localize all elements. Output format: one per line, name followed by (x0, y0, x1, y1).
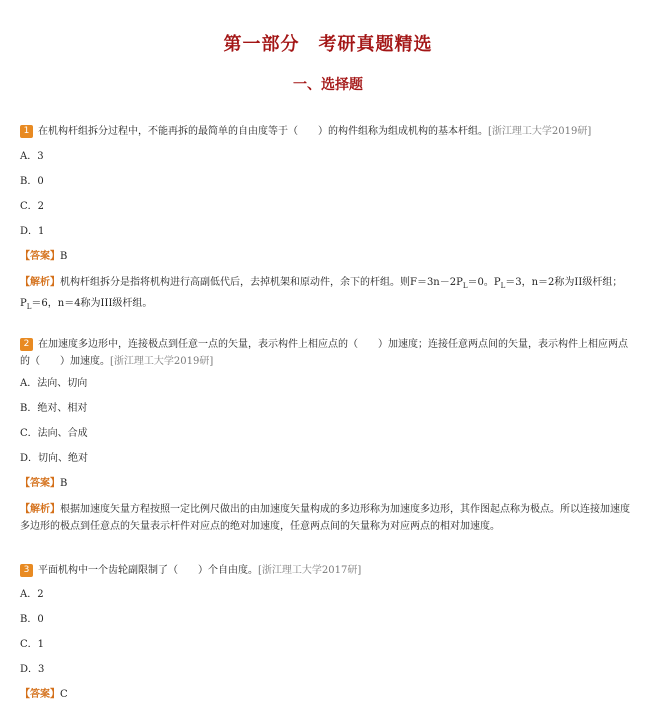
question-source: [浙江理工大学2017研] (258, 565, 362, 576)
option-b: B．0 (20, 614, 44, 625)
option-b: B．0 (20, 176, 44, 187)
explanation-tag: 【解析】 (20, 504, 60, 515)
answer-line (20, 250, 67, 264)
option-d: D．1 (20, 226, 45, 237)
option-d: D．切向、绝对 (20, 453, 89, 464)
page-title: 第一部分 考研真题精选 (223, 34, 433, 55)
answer-line (20, 477, 67, 491)
question-text: 平面机构中一个齿轮副限制了（ ）个自由度。 (38, 565, 258, 576)
question-number-badge: 1 (20, 125, 33, 138)
explanation-tag: 【解析】 (20, 277, 60, 288)
answer-line (20, 688, 68, 702)
question-2 (20, 336, 636, 370)
explanation-text: 根据加速度矢量方程按照一定比例尺做出的由加速度矢量构成的多边形称为加速度多边形，其作图起点称为极点。所以连接加速度多边形的极点到任意点的矢量表示杆件对应点的绝对加速度，任意两点间的矢量称为对应两点的相对加速度。 (20, 504, 630, 532)
question-number-badge: 3 (20, 564, 33, 577)
answer-tag: 【答案】 (20, 478, 60, 489)
answer-value: B (60, 251, 68, 262)
option-a: A．3 (20, 151, 44, 162)
question-source: [浙江理工大学2019研] (110, 356, 214, 367)
option-a: A．2 (20, 589, 44, 600)
explanation-text: 机构杆组拆分是指将机构进行高副低代后，去掉机架和原动件，余下的杆组。则$F=3n-2P_L=0$。$P_L=3$，n＝2称为II级杆组；$P_L=6$，n＝4称为III级杆组。 (20, 277, 623, 311)
answer-value: B (60, 478, 68, 489)
explanation (20, 501, 632, 535)
answer-tag: 【答案】 (20, 689, 60, 700)
option-c: C．法向、合成 (20, 428, 88, 439)
option-b: B．绝对、相对 (20, 403, 88, 414)
section-title: 一、选择题 (293, 77, 363, 93)
answer-value: C (60, 689, 68, 700)
answer-tag: 【答案】 (20, 251, 60, 262)
explanation (20, 274, 632, 316)
option-c: C．2 (20, 201, 45, 212)
question-1 (20, 123, 636, 140)
question-source: [浙江理工大学2019研] (488, 126, 592, 137)
option-d: D．3 (20, 664, 45, 675)
question-number-badge: 2 (20, 338, 33, 351)
question-text: 在加速度多边形中，连接极点到任意一点的矢量，表示构件上相应点的（ ）加速度；连接任意两点间的矢量，表示构件上相应两点的（ ）加速度。 (20, 339, 628, 367)
question-3 (20, 562, 636, 579)
question-text: 在机构杆组拆分过程中，不能再拆的最简单的自由度等于（ ）的构件组称为组成机构的基本杆组。 (38, 126, 488, 137)
option-c: C．1 (20, 639, 45, 650)
option-a: A．法向、切向 (20, 378, 88, 389)
